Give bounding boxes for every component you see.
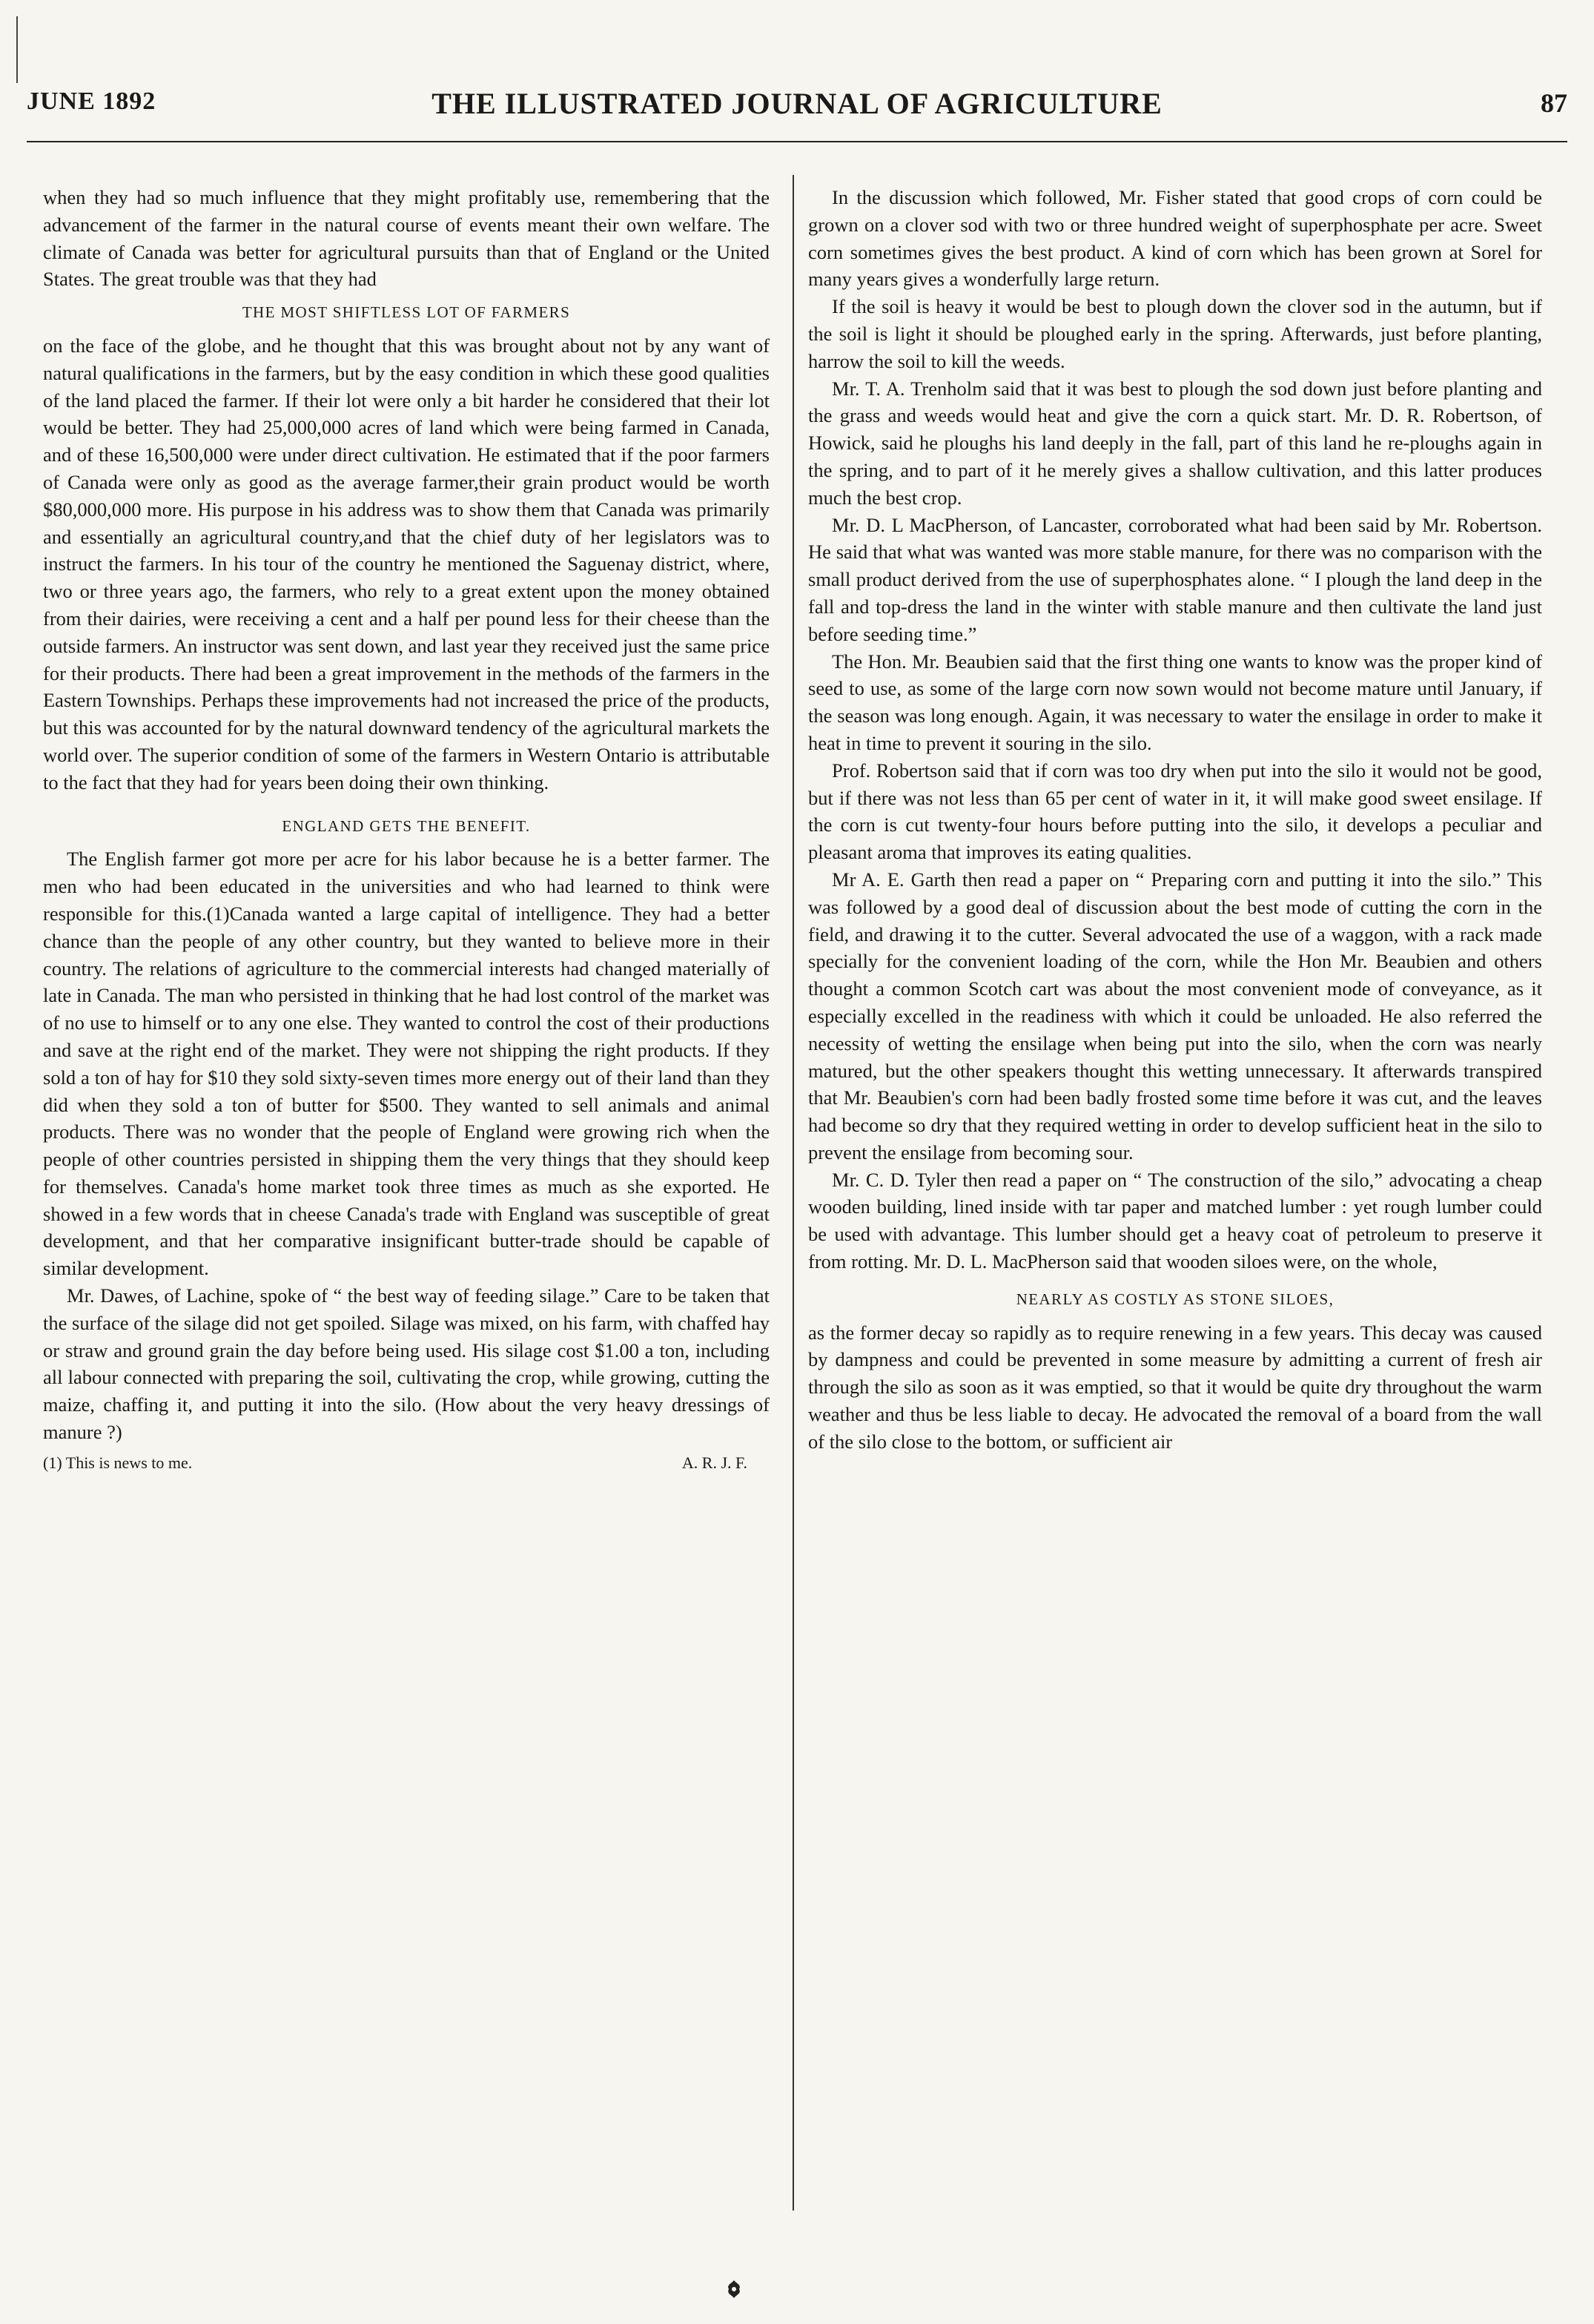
section-heading: NEARLY AS COSTLY AS STONE SILOES, [1016, 1290, 1335, 1308]
header-rule [27, 141, 1567, 142]
paragraph: Mr. C. D. Tyler then read a paper on “ The construction of the silo,” advocating a cheap wooden building, lined inside with tar paper and matched lumber : yet rough lumber could be used with advantage. This lumber should get a heavy coat of petroleum to preserve it from rotting. Mr. D. L. MacPherson said that wooden siloes were, on the whole, [808, 1168, 1542, 1273]
paragraph: Prof. Robertson said that if corn was too dry when put into the silo it would not be good, but if there was not less than 65 per cent of water in it, it will make good sweet ensilage. If the corn is cut twenty-four hours before putting into the silo, it develops a peculiar and pleasant aroma that improves its eating qualities. [808, 759, 1542, 864]
paragraph: In the discussion which followed, Mr. Fisher stated that good crops of corn could be grown on a clover sod with two or three hundred weight of superphosphate per acre. Sweet corn sometimes gives the best product. A kind of corn which has been grown at Sorel for many years gives a wonderfully large return. [808, 186, 1542, 291]
column-separator [793, 175, 794, 2211]
running-header [27, 88, 1567, 133]
journal-title: THE ILLUSTRATED JOURNAL OF AGRICULTURE [431, 87, 1163, 120]
page-number: 87 [1541, 88, 1567, 118]
paragraph: Mr A. E. Garth then read a paper on “ Preparing corn and putting it into the silo.” This was followed by a good deal of discussion about the best mode of cutting the corn in the field, and drawing it to the cutter. Several advocated the use of a waggon, with a rack made specially for the convenient loading of the corn, while the Hon Mr. Beaubien and others thought a common Scotch cart was about the most convenient mode of conveyance, as it especially excelled in the readiness with which it could be unloaded. He also referred the necessity of wetting the ensilage when being put into the silo, when the corn was nearly matured, but the other speakers thought this wetting unnecessary. It afterwards transpired that Mr. Beaubien's corn had been badly frosted some time before it was cut, and the leaves had become so dry that they required wetting in order to develop sufficient heat in the silo to prevent the ensilage from becoming sour. [808, 868, 1542, 1163]
paragraph: Mr. Dawes, of Lachine, spoke of “ the best way of feeding silage.” Care to be taken that the surface of the silage did not get spoiled. Silage was mixed, on his farm, with chaffed hay or straw and ground grain the day before being used. His silage cost $1.00 a ton, including all labour connected with preparing the soil, cultivating the crop, while growing, cutting the maize, chaffing it, and putting it into the silo. (How about the very heavy dressings of manure ?) [43, 1284, 770, 1444]
fleuron-ornament-icon [723, 2278, 745, 2300]
paragraph: The Hon. Mr. Beaubien said that the first thing one wants to know was the proper kind of seed to use, as some of the large corn now sown would not become mature until January, if the season was long enough. Again, it was necessary to water the ensilage in order to make it heat in time to prevent it souring in the silo. [808, 650, 1542, 754]
section-heading: THE MOST SHIFTLESS LOT OF FARMERS [242, 303, 571, 322]
section-heading: ENGLAND GETS THE BENEFIT. [282, 816, 531, 835]
paragraph: Mr. T. A. Trenholm said that it was best to plough the sod down just before planting and the grass and weeds would heat and give the corn a quick start. Mr. D. R. Robertson, of Howick, said he ploughs his land deeply in the fall, part of this land he re-ploughs again in the spring, and to part of it he merely gives a shallow cultivation, and this latter produces much the best crop. [808, 377, 1542, 509]
footnote-text: (1) This is news to me. [43, 1453, 193, 1472]
paragraph: as the former decay so rapidly as to require renewing in a few years. This decay was caused by dampness and could be prevented in some measure by admitting a current of fresh air through the silo as soon as it was emptied, so that it would be quite dry throughout the warm weather and thus be less liable to decay. He advocated the removal of a board from the wall of the silo close to the bottom, or sufficient air [808, 1321, 1542, 1453]
paragraph: when they had so much influence that they might profitably use, remembering that the advancement of the farmer in the natural course of events meant their own welfare. The climate of Canada was better for agricultural pursuits than that of England or the United States. The great trouble was that they had [43, 186, 770, 291]
paragraph: on the face of the globe, and he thought that this was brought about not by any want of natural qualifications in the farmers, but by the easy condition in which these good qualities of the land placed the farmer. If their lot were only a bit harder he considered that their lot would be better. They had 25,000,000 acres of land which were being farmed in Canada, and of these 16,500,000 were under direct cultivation. He estimated that if the poor farmers of Canada were only as good as the average farmer,their grain product would be worth $80,000,000 more. His purpose in his address was to show them that Canada was primarily and essentially an agricultural country,and that the chief duty of her legislators was to instruct the farmers. In his tour of the country he mentioned the Saguenay district, where, two or three years ago, the farmers, who rely to a great extent upon the money obtained from their dairies, were receiving a cent and a half per pound less for their cheese than the outside farmers. An instructor was sent down, and last year they received just the same price for their products. There had been a great improvement in the methods of the farmers in the Eastern Townships. Perhaps these improvements had not increased the price of the products, but this was accounted for by the natural downward tendency of the agricultural markets the world over. The superior condition of some of the farmers in Western Ontario is attributable to the fact that they had for years been doing their own thinking. [43, 334, 770, 793]
paragraph: The English farmer got more per acre for his labor because he is a better farmer. The men who had been educated in the universities and who had learned to think were responsible for this.(1)Canada wanted a large capital of intelligence. They had a better chance than the people of any other country, but they wanted to believe more in their country. The relations of agriculture to the commercial interests had changed materially of late in Canada. The man who persisted in thinking that he had lost control of the market was of no use to himself or to any one else. They wanted to control the cost of their productions and save at the right end of the market. They were not shipping the right products. If they sold a ton of hay for $10 they sold sixty-seven times more energy out of their land than they did when they sold a ton of butter for $500. They wanted to sell animals and animal products. There was no wonder that the people of England were growing rich when the people of other countries persisted in shipping them the very things that they should keep for themselves. Canada's home market took three times as much as she exported. He showed in a few words that in cheese Canada's trade with England was susceptible of great development, and that her comparative insignificant butter-trade should be capable of similar development. [43, 848, 770, 1280]
footnote [43, 1452, 770, 1474]
footnote-signature: A. R. J. F. [681, 1453, 747, 1472]
issue-date: JUNE 1892 [27, 88, 156, 115]
paragraph: If the soil is heavy it would be best to plough down the clover sod in the autumn, but if the soil is light it should be ploughed early in the spring. Afterwards, just before planting, harrow the soil to kill the weeds. [808, 295, 1542, 372]
right-column [808, 184, 1542, 1456]
left-column [43, 184, 770, 1474]
page-edge-mark [16, 16, 18, 83]
paragraph: Mr. D. L MacPherson, of Lancaster, corroborated what had been said by Mr. Robertson. He said that what was wanted was more stable manure, for there was no comparison with the small product derived from the use of superphosphates alone. “ I plough the land deep in the fall and top-dress the land in the winter with stable manure and then cultivate the land just before seeding time.” [808, 513, 1542, 645]
